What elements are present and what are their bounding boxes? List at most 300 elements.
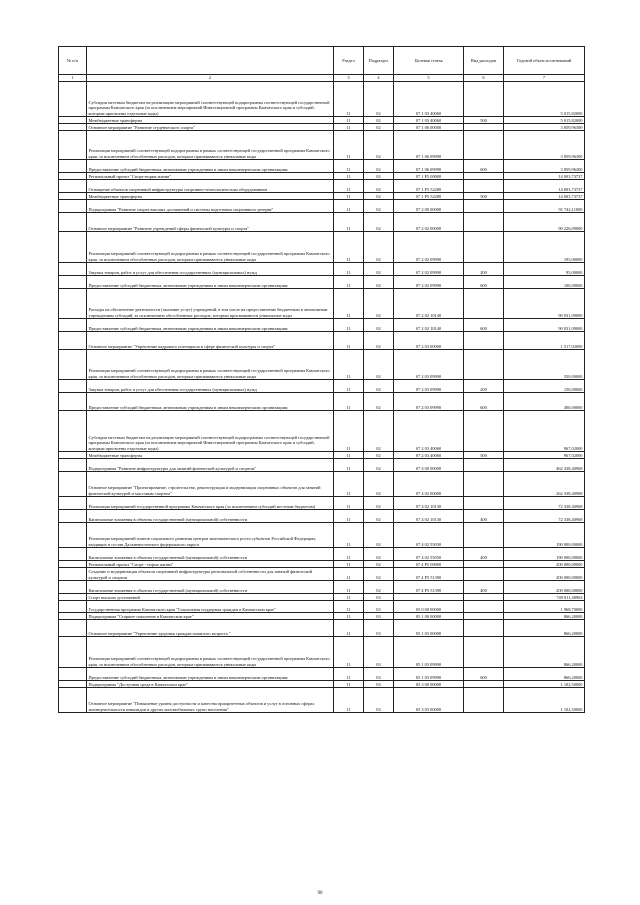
- cell-expense-type: [464, 459, 504, 472]
- cell-expense-type: [464, 200, 504, 213]
- cell-target: 07 2 02 00000: [394, 213, 464, 232]
- cell-num: [59, 688, 87, 713]
- cell-expense-type: [464, 411, 504, 452]
- cell-name: Расходы на обеспечение деятельности (оказание услуг) учреждений, в том числе на предоставление бюджетным и автономным учреждениям субсидий, за исключением обособленных расходов, которым присваиваются уникальные коды: [87, 289, 334, 319]
- header-num: № п/п: [59, 47, 87, 75]
- cell-target: 07 1 06 00000: [394, 124, 464, 131]
- cell-num: [59, 263, 87, 276]
- cell-subsection: 02: [364, 548, 394, 561]
- cell-target: 07 2 02 09990: [394, 232, 464, 263]
- cell-expense-type: 400: [464, 581, 504, 594]
- cell-expense-type: 500: [464, 117, 504, 124]
- cell-num: [59, 497, 87, 510]
- cell-name: Подпрограмма "Старшее поколение в Камчатском крае": [87, 613, 334, 620]
- cell-section: 11: [334, 117, 364, 124]
- cell-target: 07 2 03 09990: [394, 393, 464, 411]
- table-row: [59, 131, 585, 160]
- cell-amount: 5 015,82000: [504, 82, 585, 117]
- cell-amount: 866,20000: [504, 613, 585, 620]
- cell-subsection: 02: [364, 497, 394, 510]
- column-number: 7: [504, 75, 585, 82]
- cell-target: 05 1 03 00000: [394, 620, 464, 637]
- cell-num: [59, 131, 87, 160]
- table-row: [59, 568, 585, 581]
- cell-amount: 1 102,50000: [504, 681, 585, 688]
- cell-subsection: 02: [364, 193, 394, 200]
- cell-subsection: 02: [364, 411, 394, 452]
- cell-section: 11: [334, 581, 364, 594]
- column-number: 1: [59, 75, 87, 82]
- cell-section: 11: [334, 200, 364, 213]
- cell-amount: 3 859,96300: [504, 160, 585, 173]
- cell-subsection: 03: [364, 613, 394, 620]
- table-row: [59, 200, 585, 213]
- cell-num: [59, 601, 87, 613]
- cell-amount: 95,00000: [504, 263, 585, 276]
- header-section: Раздел: [334, 47, 364, 75]
- cell-section: 11: [334, 213, 364, 232]
- cell-target: 07 4 00 00000: [394, 459, 464, 472]
- cell-amount: 3 859,96300: [504, 131, 585, 160]
- cell-expense-type: [464, 497, 504, 510]
- cell-section: 11: [334, 601, 364, 613]
- cell-subsection: 02: [364, 568, 394, 581]
- cell-subsection: 03: [364, 681, 394, 688]
- table-row: [59, 452, 585, 459]
- table-row: [59, 620, 585, 637]
- header-expense-type: Вид расходов: [464, 47, 504, 75]
- cell-name: Основное мероприятие "Укрепление здоровья граждан пожилого возраста ": [87, 620, 334, 637]
- table-row: [59, 472, 585, 497]
- cell-amount: 3 859,96300: [504, 124, 585, 131]
- cell-amount: 14 003,73737: [504, 173, 585, 180]
- header-amount: Годовой объем ассигнований: [504, 47, 585, 75]
- cell-name: Основное мероприятие "Повышение уровня доступности и качества приоритетных объектов и услуг в основных сферах жизнедеятельности инвалидов и других маломобильных групп населения": [87, 688, 334, 713]
- cell-section: 11: [334, 411, 364, 452]
- cell-section: 11: [334, 289, 364, 319]
- cell-target: 07 4 P5 51390: [394, 581, 464, 594]
- cell-amount: 749 811,48963: [504, 594, 585, 601]
- cell-expense-type: 500: [464, 452, 504, 459]
- page-number: 90: [317, 891, 323, 896]
- cell-expense-type: [464, 289, 504, 319]
- cell-name: Региональный проект "Спорт-норма жизни": [87, 173, 334, 180]
- cell-expense-type: [464, 568, 504, 581]
- cell-amount: 72 338,40968: [504, 497, 585, 510]
- cell-target: 07 2 03 40060: [394, 452, 464, 459]
- cell-section: 11: [334, 173, 364, 180]
- cell-section: 11: [334, 561, 364, 568]
- cell-target: 07 1 03 40060: [394, 117, 464, 124]
- table-row: [59, 681, 585, 688]
- cell-expense-type: [464, 82, 504, 117]
- cell-name: Реализация мероприятий соответствующей подпрограммы в рамках соответствующей государственной программы Камчатского края, за исключением обособленных расходов, которым присваиваются уникальные коды: [87, 232, 334, 263]
- cell-amount: 262 338,40968: [504, 472, 585, 497]
- cell-num: [59, 232, 87, 263]
- cell-subsection: 02: [364, 393, 394, 411]
- cell-expense-type: [464, 601, 504, 613]
- cell-name: Предоставление субсидий бюджетным, автономным учреждениям и иным некоммерческим организациям: [87, 276, 334, 289]
- cell-amount: 14 003,73737: [504, 193, 585, 200]
- cell-section: 11: [334, 510, 364, 523]
- cell-target: 07 1 P5 52280: [394, 193, 464, 200]
- cell-expense-type: [464, 681, 504, 688]
- cell-num: [59, 332, 87, 350]
- cell-amount: 866,20000: [504, 620, 585, 637]
- table-row: [59, 276, 585, 289]
- cell-num: [59, 459, 87, 472]
- cell-num: [59, 393, 87, 411]
- cell-target: 07 2 02 10140: [394, 319, 464, 332]
- table-row: [59, 232, 585, 263]
- cell-subsection: 02: [364, 289, 394, 319]
- cell-name: Основное мероприятие "Развитие студенческого спорта": [87, 124, 334, 131]
- table-row: [59, 332, 585, 350]
- cell-expense-type: [464, 523, 504, 548]
- cell-amount: 150,00000: [504, 380, 585, 393]
- cell-target: 05 0 00 00000: [394, 601, 464, 613]
- cell-expense-type: 200: [464, 380, 504, 393]
- cell-section: 11: [334, 380, 364, 393]
- cell-expense-type: [464, 688, 504, 713]
- cell-section: 11: [334, 548, 364, 561]
- cell-num: [59, 380, 87, 393]
- cell-expense-type: [464, 613, 504, 620]
- cell-amount: 72 338,40968: [504, 510, 585, 523]
- cell-section: 11: [334, 393, 364, 411]
- cell-amount: 90 226,09000: [504, 213, 585, 232]
- table-row: [59, 289, 585, 319]
- cell-target: 07 2 03 40060: [394, 411, 464, 452]
- cell-name: Межбюджетные трансферты: [87, 452, 334, 459]
- column-number: 6: [464, 75, 504, 82]
- header-name: [87, 47, 334, 75]
- cell-section: 11: [334, 523, 364, 548]
- cell-section: 11: [334, 594, 364, 601]
- cell-expense-type: [464, 173, 504, 180]
- cell-name: Субсидии местным бюджетам на реализацию мероприятий соответствующей подпрограммы соответствующей государственной программы Камчатского края (за исключением мероприятий Инвестиционной программы Камчатского края и субсидий, которым присвоены отдельные коды): [87, 82, 334, 117]
- cell-subsection: 02: [364, 180, 394, 193]
- cell-expense-type: 400: [464, 510, 504, 523]
- cell-subsection: 02: [364, 452, 394, 459]
- cell-num: [59, 637, 87, 668]
- cell-num: [59, 561, 87, 568]
- cell-target: 07 2 03 09990: [394, 350, 464, 380]
- cell-target: 07 1 06 09990: [394, 160, 464, 173]
- table-row: [59, 459, 585, 472]
- cell-section: 11: [334, 568, 364, 581]
- table-row: [59, 668, 585, 681]
- cell-name: Основное мероприятие "Укрепление кадрового потенциала в сфере физической культуры и спорта": [87, 332, 334, 350]
- cell-section: 11: [334, 620, 364, 637]
- budget-table-sheet: [58, 46, 584, 713]
- cell-expense-type: [464, 232, 504, 263]
- cell-expense-type: [464, 213, 504, 232]
- cell-expense-type: [464, 180, 504, 193]
- cell-name: Создание и модернизация объектов спортивной инфраструктуры региональной собственности для занятий физической культурой и спортом: [87, 568, 334, 581]
- cell-amount: 200 000,00000: [504, 561, 585, 568]
- cell-target: 07 4 02 10130: [394, 510, 464, 523]
- cell-subsection: 03: [364, 688, 394, 713]
- cell-subsection: 02: [364, 82, 394, 117]
- cell-amount: 967,02000: [504, 411, 585, 452]
- cell-expense-type: 400: [464, 548, 504, 561]
- cell-num: [59, 472, 87, 497]
- cell-subsection: 02: [364, 523, 394, 548]
- cell-num: [59, 510, 87, 523]
- table-body: [59, 82, 585, 713]
- cell-expense-type: 600: [464, 393, 504, 411]
- cell-name: Капитальные вложения в объекты государственной (муниципальной) собственности: [87, 581, 334, 594]
- cell-subsection: 02: [364, 263, 394, 276]
- cell-target: 07 1 P5 00000: [394, 173, 464, 180]
- cell-name: Подпрограмма "Доступная среда в Камчатском крае": [87, 681, 334, 688]
- cell-target: 07 4 P5 51390: [394, 568, 464, 581]
- table-row: [59, 688, 585, 713]
- cell-num: [59, 613, 87, 620]
- cell-subsection: 02: [364, 131, 394, 160]
- cell-name: Межбюджетные трансферты: [87, 193, 334, 200]
- cell-subsection: 03: [364, 637, 394, 668]
- cell-expense-type: 600: [464, 319, 504, 332]
- cell-target: 05 3 00 00000: [394, 681, 464, 688]
- cell-num: [59, 276, 87, 289]
- cell-amount: 400,00000: [504, 393, 585, 411]
- cell-target: 07 2 00 00000: [394, 200, 464, 213]
- cell-section: 11: [334, 232, 364, 263]
- cell-subsection: 02: [364, 276, 394, 289]
- cell-num: [59, 620, 87, 637]
- cell-section: 11: [334, 276, 364, 289]
- table-row: [59, 213, 585, 232]
- cell-amount: 91 742,11000: [504, 200, 585, 213]
- cell-name: Подпрограмма "Развитие инфраструктуры для занятий физической культурой и спортом": [87, 459, 334, 472]
- cell-amount: 5 015,82000: [504, 117, 585, 124]
- column-number: 2: [87, 75, 334, 82]
- cell-amount: 190 000,00000: [504, 548, 585, 561]
- cell-name: Предоставление субсидий бюджетным, автономным учреждениям и иным некоммерческим организациям: [87, 319, 334, 332]
- cell-expense-type: [464, 620, 504, 637]
- cell-expense-type: 600: [464, 160, 504, 173]
- cell-num: [59, 193, 87, 200]
- table-row: [59, 393, 585, 411]
- cell-name: Реализация мероприятий соответствующей подпрограммы в рамках соответствующей государственной программы Камчатского края, за исключением обособленных расходов, которым присваиваются уникальные коды: [87, 350, 334, 380]
- cell-subsection: 02: [364, 472, 394, 497]
- cell-expense-type: [464, 131, 504, 160]
- cell-num: [59, 319, 87, 332]
- cell-section: 11: [334, 263, 364, 276]
- cell-name: Реализация мероприятий соответствующей подпрограммы в рамках соответствующей государственной программы Камчатского края, за исключением обособленных расходов, которым присваиваются уникальные коды: [87, 131, 334, 160]
- cell-name: Межбюджетные трансферты: [87, 117, 334, 124]
- cell-target: 07 1 03 40060: [394, 82, 464, 117]
- cell-num: [59, 411, 87, 452]
- cell-num: [59, 452, 87, 459]
- cell-num: [59, 213, 87, 232]
- cell-expense-type: [464, 332, 504, 350]
- column-number: 5: [394, 75, 464, 82]
- cell-subsection: 02: [364, 232, 394, 263]
- table-row: [59, 380, 585, 393]
- cell-target: 07 4 02 10130: [394, 497, 464, 510]
- table-row: [59, 160, 585, 173]
- table-row: [59, 637, 585, 668]
- cell-section: 11: [334, 637, 364, 668]
- cell-subsection: 03: [364, 620, 394, 637]
- cell-target: 07 4 02 55050: [394, 523, 464, 548]
- cell-name: Государственная программа Камчатского края "Социальная поддержка граждан в Камчатском крае": [87, 601, 334, 613]
- cell-target: 05 1 03 09990: [394, 668, 464, 681]
- table-row: [59, 117, 585, 124]
- cell-section: 11: [334, 332, 364, 350]
- table-row: [59, 581, 585, 594]
- cell-num: [59, 594, 87, 601]
- table-row: [59, 193, 585, 200]
- cell-subsection: 02: [364, 213, 394, 232]
- cell-section: 11: [334, 613, 364, 620]
- header-row: [59, 47, 585, 75]
- cell-amount: 200 000,00000: [504, 581, 585, 594]
- cell-target: 05 3 03 00000: [394, 688, 464, 713]
- cell-name: Реализация мероприятий государственной программы Камчатского края (за исключением субсидий местным бюджетам): [87, 497, 334, 510]
- table-row: [59, 594, 585, 601]
- cell-subsection: 02: [364, 510, 394, 523]
- table-row: [59, 82, 585, 117]
- cell-amount: 195,00000: [504, 232, 585, 263]
- cell-target: 07 1 P5 52280: [394, 180, 464, 193]
- table-row: [59, 319, 585, 332]
- table-row: [59, 601, 585, 613]
- cell-subsection: 02: [364, 319, 394, 332]
- cell-name: Основное мероприятие "Проектирование, строительство, реконструкция и модернизация спортивных объектов для занятий физической культурой и массовым спортом": [87, 472, 334, 497]
- cell-name: Реализация мероприятий соответствующей подпрограммы в рамках соответствующей государственной программы Камчатского края, за исключением обособленных расходов, которым присваиваются уникальные коды: [87, 637, 334, 668]
- cell-subsection: 02: [364, 380, 394, 393]
- cell-subsection: 03: [364, 601, 394, 613]
- cell-section: 11: [334, 124, 364, 131]
- cell-section: 11: [334, 319, 364, 332]
- cell-target: 07 1 06 09990: [394, 131, 464, 160]
- cell-subsection: 02: [364, 459, 394, 472]
- cell-name: Оснащение объектов спортивной инфраструктуры спортивно-технологическим оборудованием: [87, 180, 334, 193]
- table-row: [59, 510, 585, 523]
- cell-name: Спорт высших достижений: [87, 594, 334, 601]
- cell-amount: 1 968,70000: [504, 601, 585, 613]
- cell-expense-type: 200: [464, 263, 504, 276]
- cell-target: 07 2 03 00000: [394, 332, 464, 350]
- cell-num: [59, 668, 87, 681]
- cell-num: [59, 581, 87, 594]
- cell-section: 11: [334, 160, 364, 173]
- table-row: [59, 561, 585, 568]
- cell-target: 07 4 02 55050: [394, 548, 464, 561]
- cell-subsection: 02: [364, 117, 394, 124]
- cell-num: [59, 117, 87, 124]
- cell-amount: 90 031,09000: [504, 319, 585, 332]
- cell-num: [59, 160, 87, 173]
- table-row: [59, 263, 585, 276]
- cell-amount: 190 000,00000: [504, 523, 585, 548]
- cell-amount: 967,02000: [504, 452, 585, 459]
- cell-amount: 1 517,02000: [504, 332, 585, 350]
- cell-target: 07 4 02 00000: [394, 472, 464, 497]
- cell-section: 11: [334, 681, 364, 688]
- cell-name: Основное мероприятие "Развитие учреждений сферы физической культуры и спорта": [87, 213, 334, 232]
- cell-name: Подпрограмма "Развитие спорта высших достижений и системы подготовки спортивного резерва": [87, 200, 334, 213]
- cell-subsection: 03: [364, 668, 394, 681]
- cell-expense-type: [464, 561, 504, 568]
- cell-target: 07 4 P5 00000: [394, 561, 464, 568]
- cell-amount: 200 000,00000: [504, 568, 585, 581]
- cell-section: 11: [334, 131, 364, 160]
- cell-name: Реализация мероприятий планов социального развития центров экономического роста субъектов Российской Федерации, входящих в состав Дальневосточного федерального округа: [87, 523, 334, 548]
- header-subsection: Подраздел: [364, 47, 394, 75]
- table-row: [59, 180, 585, 193]
- cell-expense-type: [464, 637, 504, 668]
- cell-expense-type: [464, 594, 504, 601]
- cell-section: 11: [334, 193, 364, 200]
- cell-num: [59, 568, 87, 581]
- cell-num: [59, 180, 87, 193]
- cell-num: [59, 681, 87, 688]
- cell-subsection: 02: [364, 173, 394, 180]
- cell-amount: 550,00000: [504, 350, 585, 380]
- table-row: [59, 124, 585, 131]
- table-row: [59, 548, 585, 561]
- header-target: Целевая статья: [394, 47, 464, 75]
- cell-name: Капитальные вложения в объекты государственной (муниципальной) собственности: [87, 510, 334, 523]
- table-row: [59, 497, 585, 510]
- cell-expense-type: 600: [464, 668, 504, 681]
- cell-subsection: 02: [364, 124, 394, 131]
- cell-amount: 90 031,09000: [504, 289, 585, 319]
- cell-num: [59, 350, 87, 380]
- cell-expense-type: 600: [464, 276, 504, 289]
- cell-name: Субсидии местным бюджетам на реализацию мероприятий соответствующей подпрограммы соответствующей государственной программы Камчатского края (за исключением мероприятий Инвестиционной программы Камчатского края и субсидий, которым присвоены отдельные коды): [87, 411, 334, 452]
- cell-target: 07 2 02 09990: [394, 276, 464, 289]
- cell-section: 11: [334, 82, 364, 117]
- cell-section: 11: [334, 688, 364, 713]
- cell-subsection: 02: [364, 160, 394, 173]
- cell-target: 05 1 00 00000: [394, 613, 464, 620]
- table-row: [59, 613, 585, 620]
- cell-name: Предоставление субсидий бюджетным, автономным учреждениям и иным некоммерческим организациям: [87, 393, 334, 411]
- cell-amount: 866,20000: [504, 668, 585, 681]
- cell-target: 05 1 03 09990: [394, 637, 464, 668]
- cell-subsection: 02: [364, 350, 394, 380]
- table-row: [59, 173, 585, 180]
- cell-subsection: 02: [364, 561, 394, 568]
- cell-num: [59, 548, 87, 561]
- cell-target: 07 2 03 09990: [394, 380, 464, 393]
- cell-section: 11: [334, 459, 364, 472]
- cell-target: 07 2 02 10140: [394, 289, 464, 319]
- column-number: 4: [364, 75, 394, 82]
- cell-num: [59, 289, 87, 319]
- cell-num: [59, 82, 87, 117]
- cell-section: 11: [334, 668, 364, 681]
- table-row: [59, 411, 585, 452]
- cell-num: [59, 523, 87, 548]
- cell-name: Капитальные вложения в объекты государственной (муниципальной) собственности: [87, 548, 334, 561]
- cell-subsection: 02: [364, 332, 394, 350]
- budget-table: [58, 46, 585, 713]
- cell-amount: 100,00000: [504, 276, 585, 289]
- table-row: [59, 350, 585, 380]
- cell-subsection: 03: [364, 594, 394, 601]
- cell-amount: 14 003,73737: [504, 180, 585, 193]
- cell-expense-type: [464, 472, 504, 497]
- cell-target: [394, 594, 464, 601]
- cell-expense-type: [464, 350, 504, 380]
